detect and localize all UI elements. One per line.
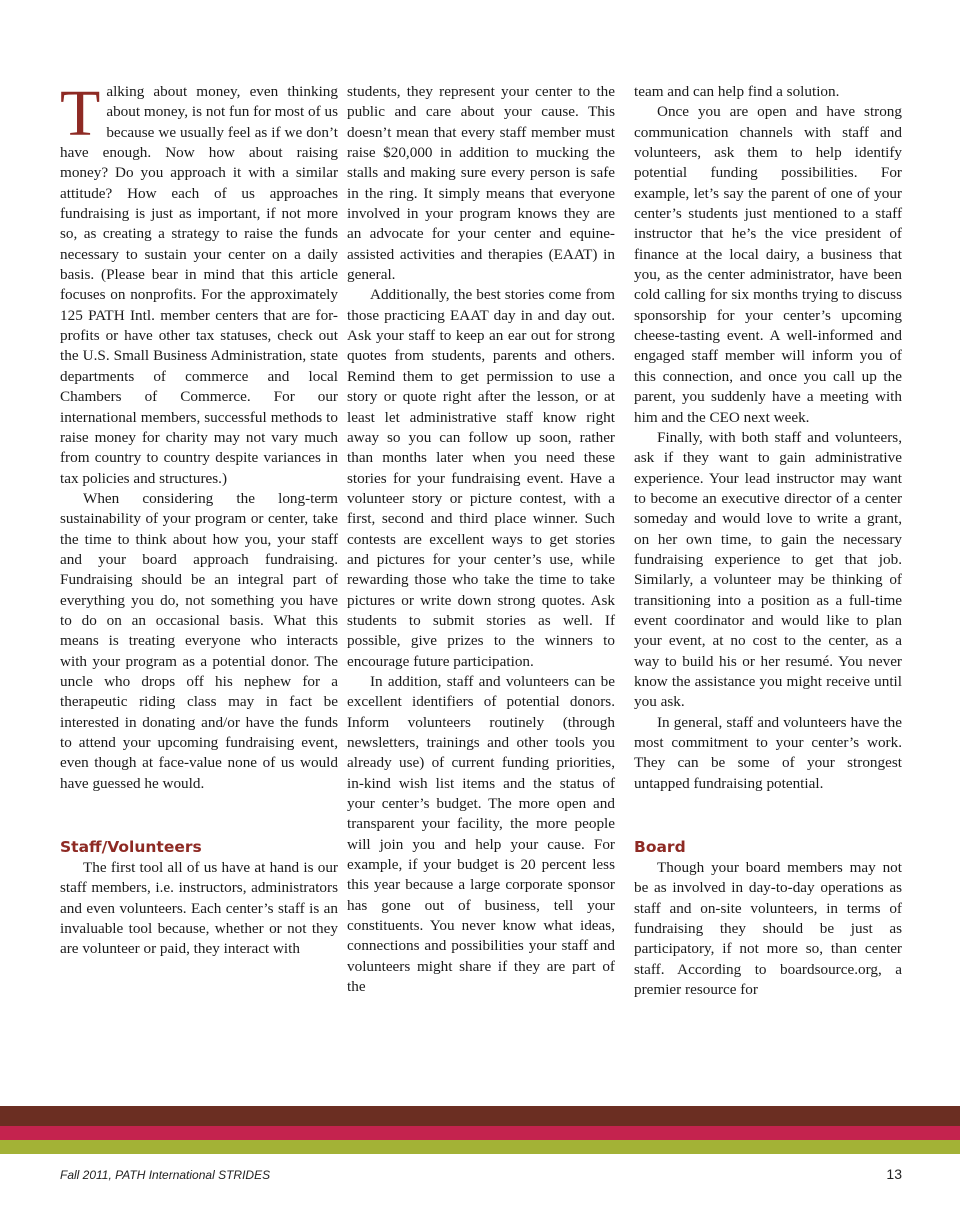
article-column-2: [347, 82, 615, 997]
section-heading-staff-volunteers: Staff/Volunteers: [60, 838, 202, 857]
in-addition-paragraph: In addition, staff and volunteers can be excellent identifiers of potential donors. Inform volunteers routinely (through newsletters, trainings and other tools you already use) of current funding priorities, in-kind wish list items and the status of your center’s budget. The more open and transparent your facility, the more people will join you and help your cause. For example, if your budget is 20 percent less this year because a large corporate sponsor has gone out of business, tell your constituents. You never know what ideas, connections and possibilities your staff and volunteers might share if they are part of the: [347, 672, 615, 996]
board-paragraph: Though your board members may not be as involved in day-to-day operations as staff and on-site volunteers, in terms of fundraising they should be just as participatory, if not more so, than center staff. According to boardsource.org, a premier resource for: [634, 859, 902, 999]
additionally-paragraph: Additionally, the best stories come from those practicing EAAT day in and day out. Ask your staff to keep an ear out for strong quotes from students, parents and others. Remind them to get permission to use a story or quote right after the lesson, or at least let administrative staff know right away so you can follow up soon, rather than months later when you need these stories for your fundraising event. Have a volunteer story or picture contest, with a first, second and third place winner. Such contests are excellent ways to get stories and pictures for your center’s use, while rewarding those who take the time to take pictures or write down strong quotes. Ask students to submit stories as well. If possible, give prizes to the winners to encourage future participation.: [347, 286, 615, 670]
intro-text: alking about money, even thinking about money, is not fun for most of us because we usually feel as if we don’t have enough. Now how about raising money? Do you approach it with a similar attitude? How each of us approaches fundraising is just as important, if not more so, as creating a strategy to raise the funds necessary to sustain your center on a daily basis. (Please bear in mind that this article focuses on nonprofits. For the approximately 125 PATH Intl. member centers that are for-profits or have other tax statuses, check out the U.S. Small Business Administration, state departments of commerce and local Chambers of Commerce. For our international members, successful methods to raise money for charity may not vary much from country to country despite variances in tax policies and structures.): [60, 83, 338, 487]
first-tool-paragraph-continued: students, they represent your center to the public and care about your cause. This doesn’t mean that every staff member must raise $20,000 in addition to mucking the stalls and making sure every person is safe in the ring. It simply means that everyone involved in your program knows they are an advocate for your center and equine-assisted activities and therapies (EAAT) in general.: [347, 83, 615, 284]
long-term-paragraph: When considering the long-term sustainability of your program or center, take the time to think about how you, your staff and your board approach fundraising. Fundraising should be an integral part of everything you do, not something you have to do on an occasional basis. What this means is treating everyone who interacts with your program as a potential donor. The uncle who drops off his nephew for a therapeutic riding class may in fact be interested in donating and/or have the funds to attend your upcoming fundraising event, even though at face-value none of us would have guessed he would.: [60, 489, 338, 792]
intro-paragraph: [60, 77, 338, 489]
first-tool-paragraph: The first tool all of us have at hand is our staff members, i.e. instructors, administrators and even volunteers. Each center’s staff is an invaluable tool because, whether or not they are volunteer or paid, they interact with: [60, 859, 338, 958]
in-addition-paragraph-continued: team and can help find a solution.: [634, 83, 840, 100]
page-number: 13: [886, 1166, 902, 1182]
footer-band-green: [0, 1140, 960, 1154]
drop-cap: T: [60, 77, 101, 150]
article-column-3: [634, 82, 902, 1000]
in-general-paragraph: In general, staff and volunteers have the most commitment to your center’s work. They can be some of your strongest untapped fundraising potential.: [634, 713, 902, 792]
article-column-1: [60, 77, 338, 960]
once-open-paragraph: Once you are open and have strong communication channels with staff and volunteers, ask them to help identify potential funding possibilities. For example, let’s say the parent of one of your center’s students just mentioned to a staff instructor that he’s the vice president of finance at the local dairy, a business that you, as the center administrator, have been cold calling for six months trying to discuss sponsorship for your center’s upcoming cheese-tasting event. A well-informed and engaged staff member will inform you of this connection, and once you call up the parent, you suddenly have a meeting with him and the CEO next week.: [634, 103, 902, 426]
issue-line: Fall 2011, PATH International STRIDES: [60, 1168, 271, 1182]
finally-paragraph: Finally, with both staff and volunteers, ask if they want to gain administrative experience. Your lead instructor may want to become an executive director of a center someday and would love to write a grant, on her own time, to gain the necessary fundraising experience to get that job. Similarly, a volunteer may be thinking of transitioning into a position as a full-time event coordinator and would like to plan your event, at no cost to the center, as a way to build his or her resumé. You never know the assistance you might receive until you ask.: [634, 428, 902, 711]
footer-band-brown: [0, 1106, 960, 1126]
footer-band-magenta: [0, 1126, 960, 1140]
section-heading-board: Board: [634, 838, 686, 857]
